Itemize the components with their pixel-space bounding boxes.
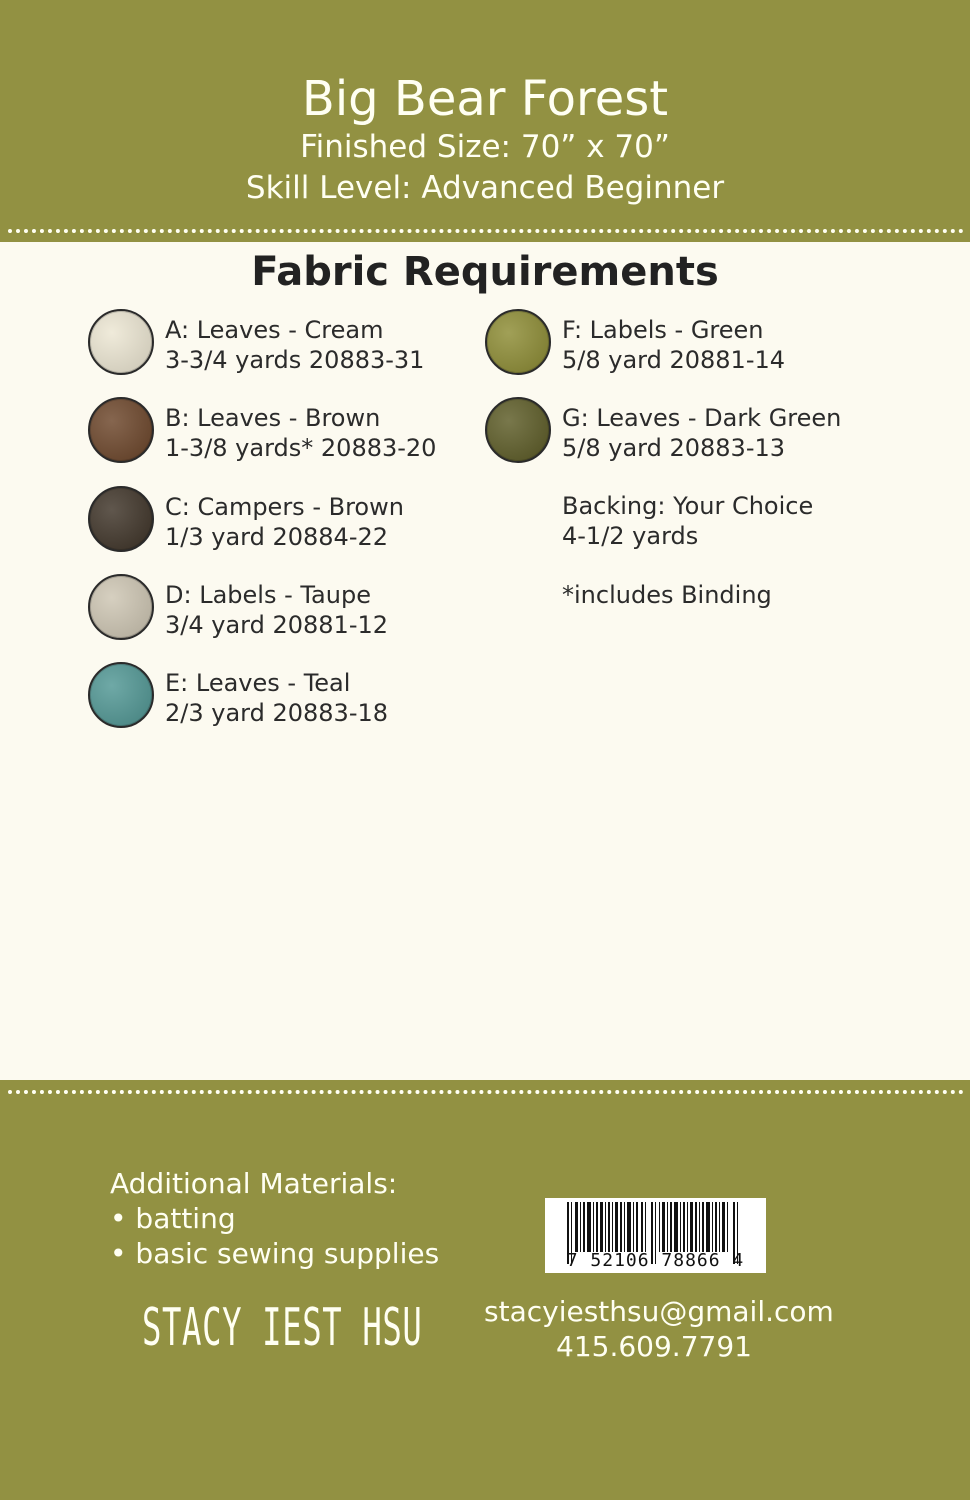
fabric-name: E: Leaves - Teal <box>165 669 351 697</box>
fabric-amount: 3/4 yard 20881-12 <box>165 611 389 639</box>
backing-amount: 4-1/2 yards <box>562 522 699 550</box>
fabric-amount: 1-3/8 yards* 20883-20 <box>165 434 437 462</box>
skill-level: Skill Level: Advanced Beginner <box>245 170 725 206</box>
fabric-amount: 3-3/4 yards 20883-31 <box>165 346 425 374</box>
dotted-divider-bottom <box>8 1090 964 1094</box>
contact-info <box>484 1294 834 1364</box>
additional-materials-list <box>110 1201 439 1271</box>
fabric-amount: 5/8 yard 20883-13 <box>562 434 786 462</box>
fabric-swatch-d <box>88 574 154 640</box>
fabric-amount: 5/8 yard 20881-14 <box>562 346 786 374</box>
backing-name: Backing: Your Choice <box>562 492 814 520</box>
fabric-name: D: Labels - Taupe <box>165 581 371 609</box>
list-item: • batting <box>110 1201 439 1236</box>
fabric-name: F: Labels - Green <box>562 316 764 344</box>
barcode <box>545 1198 766 1273</box>
fabric-name: B: Leaves - Brown <box>165 404 381 432</box>
fabric-swatch-f <box>485 309 551 375</box>
fabric-swatch-b <box>88 397 154 463</box>
fabric-name: A: Leaves - Cream <box>165 316 384 344</box>
fabric-name: G: Leaves - Dark Green <box>562 404 842 432</box>
fabric-requirements-heading: Fabric Requirements <box>251 249 719 295</box>
fabric-amount: 2/3 yard 20883-18 <box>165 699 389 727</box>
footer-band <box>0 1080 970 1500</box>
designer-signature: STACY IEST HSU <box>142 1298 423 1358</box>
fabric-swatch-a <box>88 309 154 375</box>
fabric-swatch-c <box>88 486 154 552</box>
dotted-divider-top <box>8 229 964 233</box>
fabric-swatch-g <box>485 397 551 463</box>
fabric-amount: 1/3 yard 20884-22 <box>165 523 389 551</box>
fabric-swatch-e <box>88 662 154 728</box>
contact-email: stacyiesthsu@gmail.com <box>484 1295 834 1328</box>
pattern-title: Big Bear Forest <box>301 71 669 127</box>
header-band <box>0 0 970 228</box>
list-item: • basic sewing supplies <box>110 1236 439 1271</box>
binding-note: *includes Binding <box>562 581 772 609</box>
finished-size: Finished Size: 70” x 70” <box>300 129 670 165</box>
additional-materials-heading: Additional Materials: <box>110 1167 398 1200</box>
fabric-name: C: Campers - Brown <box>165 493 404 521</box>
barcode-digits: 7 52106 78866 4 <box>566 1250 745 1271</box>
contact-phone: 415.609.7791 <box>556 1330 752 1363</box>
additional-materials <box>110 1166 439 1271</box>
